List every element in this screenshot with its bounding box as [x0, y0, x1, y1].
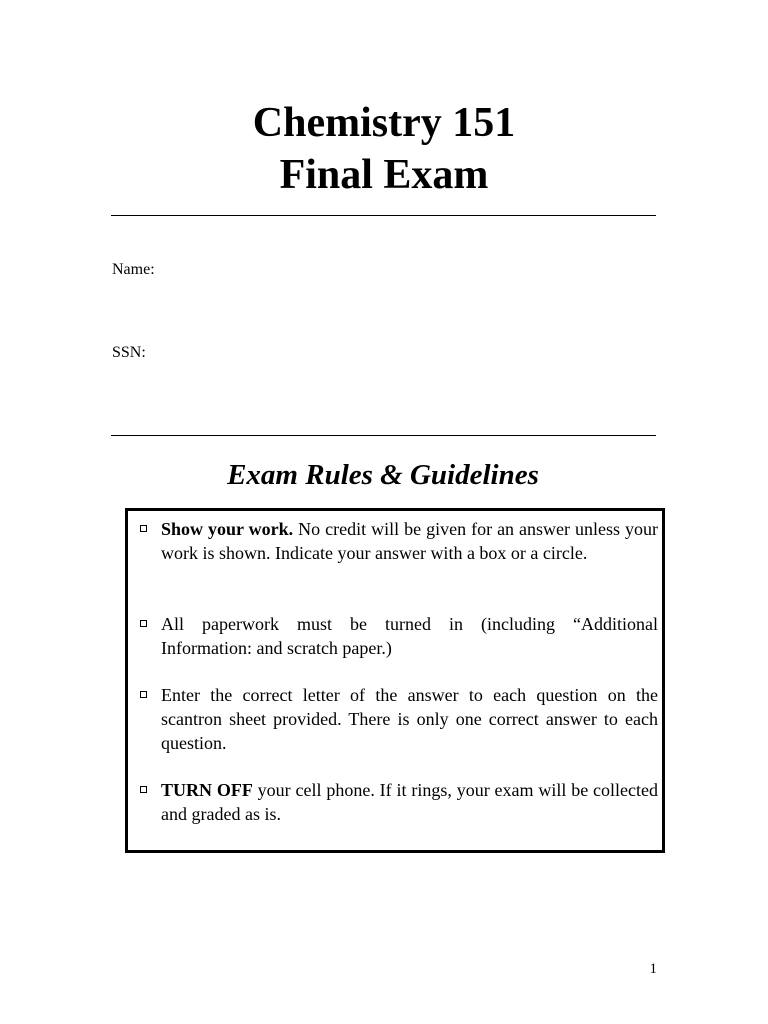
- rule-item-lead: Show your work.: [161, 519, 294, 539]
- bottom-divider: [111, 435, 656, 436]
- rule-item-text: [161, 612, 658, 660]
- rule-item-text: [161, 683, 658, 755]
- rule-item-lead: TURN OFF: [161, 780, 253, 800]
- checkbox-bullet-icon: [140, 620, 147, 627]
- name-field-label: Name:: [112, 261, 155, 278]
- rules-box: [125, 508, 665, 853]
- ssn-field-label: SSN:: [112, 344, 146, 361]
- top-divider: [111, 215, 656, 216]
- exam-title-name: Final Exam: [279, 152, 489, 198]
- rule-item-body: No credit will be given for an answer unless your work is shown. Indicate your answer with a box or a circle.: [161, 519, 658, 563]
- rule-item-text: [161, 778, 658, 826]
- checkbox-bullet-icon: [140, 525, 147, 532]
- rule-item-body: All paperwork must be turned in (including “Additional Information: and scratch paper.): [161, 614, 658, 658]
- checkbox-bullet-icon: [140, 691, 147, 698]
- rule-item-body: Enter the correct letter of the answer to each question on the scantron sheet provided. There is only one correct answer to each question.: [161, 685, 658, 753]
- rule-item-text: [161, 517, 658, 565]
- rule-item-body: your cell phone. If it rings, your exam will be collected and graded as is.: [161, 780, 658, 824]
- rules-heading: Exam Rules & Guidelines: [227, 459, 539, 491]
- checkbox-bullet-icon: [140, 786, 147, 793]
- page-number: 1: [649, 961, 657, 977]
- exam-title-course: Chemistry 151: [252, 100, 516, 146]
